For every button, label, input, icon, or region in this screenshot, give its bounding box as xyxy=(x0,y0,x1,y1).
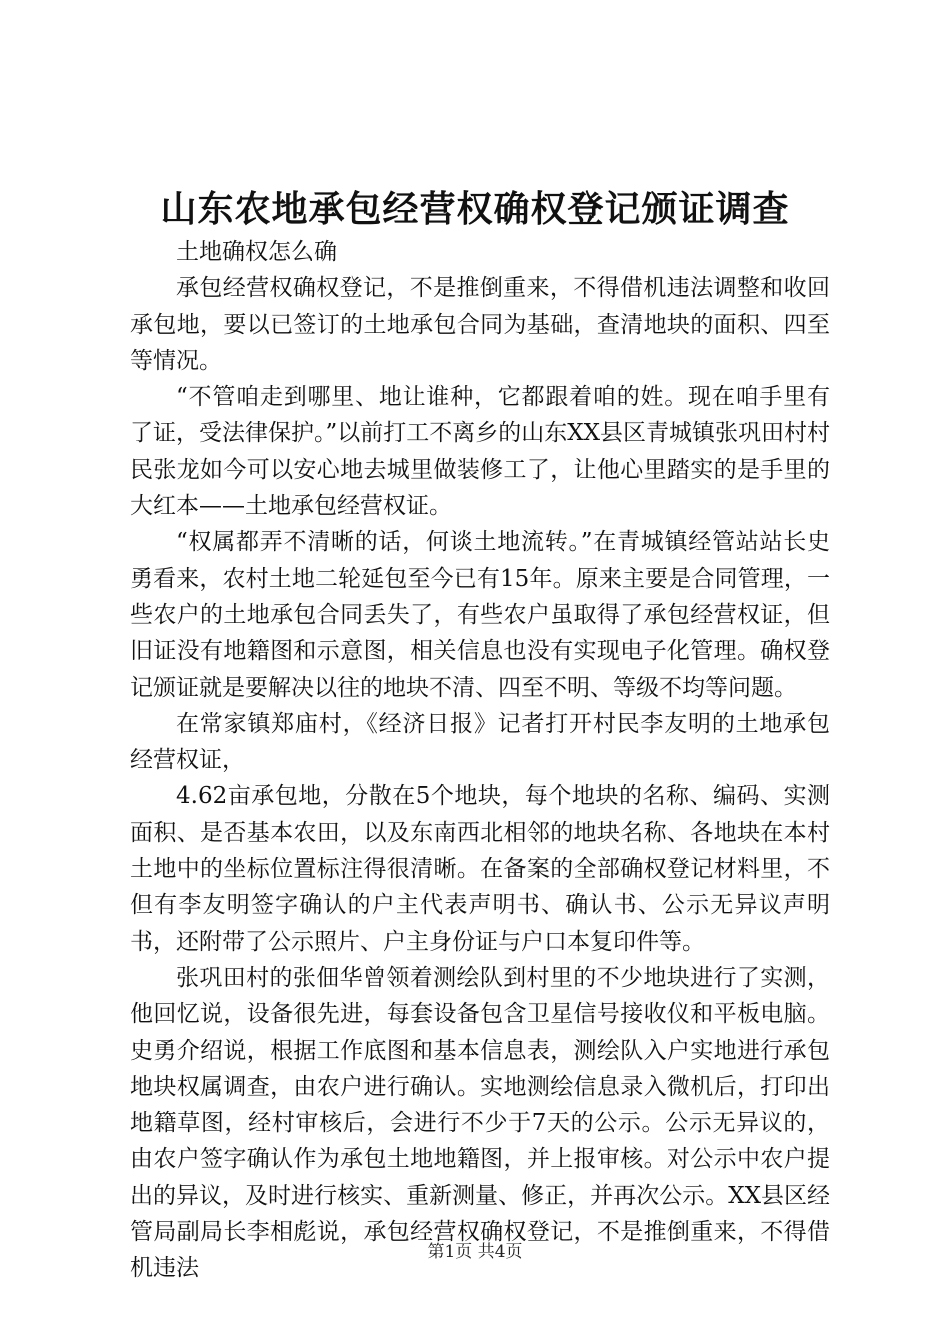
page-number-footer: 第1页 共4页 xyxy=(427,1242,523,1262)
document-body xyxy=(130,234,830,1287)
paragraph: “权属都弄不清晰的话，何谈土地流转。”在青城镇经管站站长史勇看来，农村土地二轮延包至今已有15年。原来主要是合同管理，一些农户的土地承包合同丢失了，有些农户虽取得了承包经营权证，但旧证没有地籍图和示意图，相关信息也没有实现电子化管理。确权登记颁证就是要解决以往的地块不清、四至不明、等级不均等问题。 xyxy=(130,529,830,701)
paragraph: 承包经营权确权登记，不是推倒重来，不得借机违法调整和收回承包地，要以已签订的土地承包合同为基础，查清地块的面积、四至等情况。 xyxy=(130,275,830,374)
paragraph: 4.62亩承包地，分散在5个地块，每个地块的名称、编码、实测面积、是否基本农田，以及东南西北相邻的地块名称、各地块在本村土地中的坐标位置标注得很清晰。在备案的全部确权登记材料里，不但有李友明签字确认的户主代表声明书、确认书、公示无异议声明书，还附带了公示照片、户主身份证与户口本复印件等。 xyxy=(130,783,830,955)
paragraph: “不管咱走到哪里、地让谁种，它都跟着咱的姓。现在咱手里有了证，受法律保护。”以前打工不离乡的山东XX县区青城镇张巩田村村民张龙如今可以安心地去城里做装修工了，让他心里踏实的是手里的大红本——土地承包经营权证。 xyxy=(130,384,831,520)
paragraph: 张巩田村的张佃华曾领着测绘队到村里的不少地块进行了实测，他回忆说，设备很先进，每套设备包含卫星信号接收仪和平板电脑。史勇介绍说，根据工作底图和基本信息表，测绘队入户实地进行承包地块权属调查，由农户进行确认。实地测绘信息录入微机后，打印出地籍草图，经村审核后，会进行不少于7天的公示。公示无异议的，由农户签字确认作为承包土地地籍图，并上报审核。对公示中农户提出的异议，及时进行核实、重新测量、修正，并再次公示。XX县区经管局副局长李相彪说，承包经营权确权登记，不是推倒重来，不得借机违法 xyxy=(130,964,830,1282)
document-title: 山东农地承包经营权确权登记颁证调查 xyxy=(160,188,790,230)
subheading: 土地确权怎么确 xyxy=(176,239,337,265)
paragraph: 在常家镇郑庙村，《经济日报》记者打开村民李友明的土地承包经营权证， xyxy=(130,710,830,774)
